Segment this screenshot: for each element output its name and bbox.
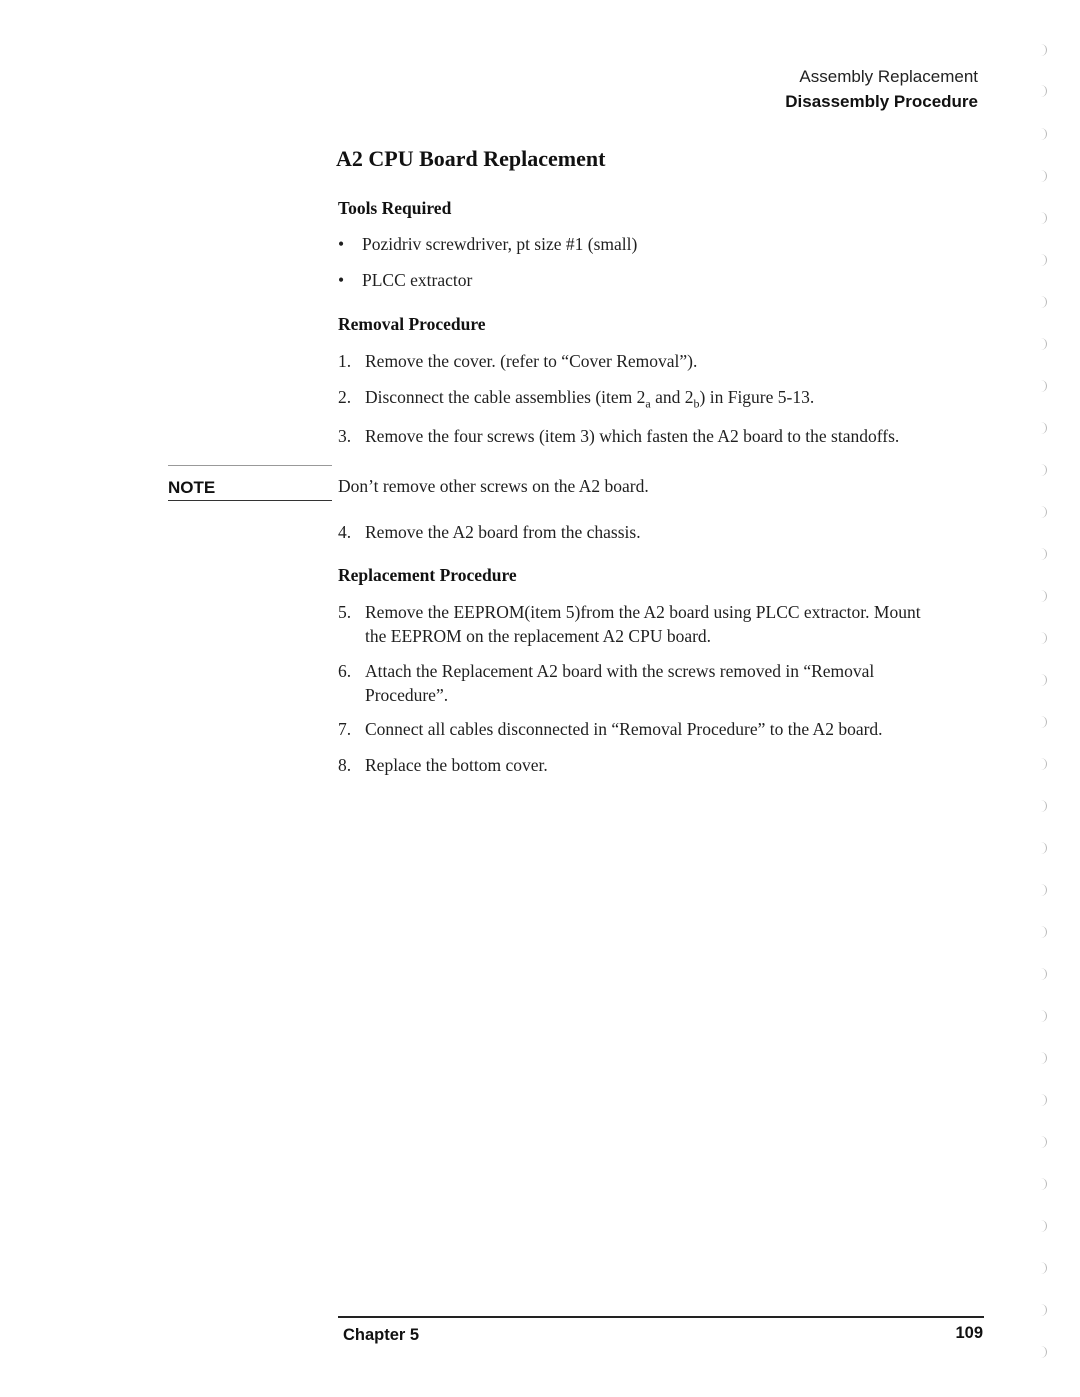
binder-mark bbox=[1040, 254, 1047, 266]
binder-mark bbox=[1040, 632, 1047, 644]
binder-mark bbox=[1040, 422, 1047, 434]
binder-mark bbox=[1040, 1178, 1047, 1190]
binder-mark bbox=[1040, 758, 1047, 770]
step-number: 2. bbox=[338, 387, 352, 407]
step-text: Remove the A2 board from the chassis. bbox=[365, 522, 641, 542]
binder-mark bbox=[1040, 800, 1047, 812]
step-text: Remove the EEPROM(item 5)from the A2 board using PLCC extractor. Mount the EEPROM on the replacement A2 CPU board. bbox=[365, 602, 921, 646]
binder-mark bbox=[1040, 548, 1047, 560]
bullet-icon: • bbox=[338, 270, 345, 290]
binder-mark bbox=[1040, 1304, 1047, 1316]
binder-mark bbox=[1040, 1094, 1047, 1106]
step-number: 6. bbox=[338, 661, 352, 681]
binder-mark bbox=[1040, 968, 1047, 980]
binder-mark bbox=[1040, 842, 1047, 854]
step-text: Attach the Replacement A2 board with the screws removed in “Removal Procedure”. bbox=[365, 661, 875, 705]
step-text: Connect all cables disconnected in “Removal Procedure” to the A2 board. bbox=[365, 719, 883, 739]
binder-mark bbox=[1040, 464, 1047, 476]
note-top-rule bbox=[168, 465, 332, 466]
tool-item-text: Pozidriv screwdriver, pt size #1 (small) bbox=[362, 234, 638, 254]
step-number: 8. bbox=[338, 755, 352, 775]
running-header-section: Assembly Replacement bbox=[799, 67, 978, 86]
step-item bbox=[338, 600, 988, 648]
binder-mark bbox=[1040, 716, 1047, 728]
footer-page-number: 109 bbox=[955, 1324, 983, 1342]
replacement-heading: Replacement Procedure bbox=[338, 565, 517, 585]
step-item bbox=[338, 520, 988, 544]
binder-mark bbox=[1040, 926, 1047, 938]
binder-mark bbox=[1040, 170, 1047, 182]
binder-mark bbox=[1040, 1220, 1047, 1232]
note-bottom-rule bbox=[168, 500, 332, 501]
tools-heading: Tools Required bbox=[338, 198, 452, 218]
step-number: 7. bbox=[338, 719, 352, 739]
step-text: Replace the bottom cover. bbox=[365, 755, 548, 775]
binder-mark bbox=[1040, 85, 1047, 97]
binder-mark bbox=[1040, 674, 1047, 686]
step-item bbox=[338, 424, 988, 448]
step-item bbox=[338, 717, 988, 741]
binder-mark bbox=[1040, 128, 1047, 140]
binder-mark bbox=[1040, 44, 1047, 56]
running-header-subsection: Disassembly Procedure bbox=[785, 92, 978, 111]
step-text: Remove the cover. (refer to “Cover Removal”). bbox=[365, 351, 698, 371]
binder-mark bbox=[1040, 506, 1047, 518]
tool-item-text: PLCC extractor bbox=[362, 270, 473, 290]
step-item bbox=[338, 659, 988, 707]
step-item bbox=[338, 753, 988, 777]
bullet-icon: • bbox=[338, 234, 345, 254]
step-number: 5. bbox=[338, 602, 352, 622]
binder-mark bbox=[1040, 296, 1047, 308]
binder-mark bbox=[1040, 338, 1047, 350]
binder-mark bbox=[1040, 590, 1047, 602]
binder-mark bbox=[1040, 380, 1047, 392]
step-item bbox=[338, 349, 988, 373]
page-title: A2 CPU Board Replacement bbox=[336, 146, 606, 171]
footer-rule bbox=[338, 1316, 984, 1318]
binder-mark bbox=[1040, 1136, 1047, 1148]
removal-heading: Removal Procedure bbox=[338, 314, 486, 334]
step-text: Remove the four screws (item 3) which fasten the A2 board to the standoffs. bbox=[365, 426, 900, 446]
list-item bbox=[338, 270, 472, 291]
step-number: 4. bbox=[338, 522, 352, 542]
binder-mark bbox=[1040, 1346, 1047, 1358]
step-number: 3. bbox=[338, 426, 352, 446]
binder-mark bbox=[1040, 212, 1047, 224]
list-item bbox=[338, 234, 637, 255]
note-text: Don’t remove other screws on the A2 board. bbox=[338, 476, 649, 496]
note-label: NOTE bbox=[168, 478, 216, 497]
step-number: 1. bbox=[338, 351, 352, 371]
binder-mark bbox=[1040, 1262, 1047, 1274]
binder-mark bbox=[1040, 1010, 1047, 1022]
step-text: Disconnect the cable assemblies (item $2_a$ and $2_b$) in Figure 5-13. bbox=[365, 387, 815, 411]
step-item bbox=[338, 385, 988, 416]
binder-mark bbox=[1040, 884, 1047, 896]
binder-mark bbox=[1040, 1052, 1047, 1064]
footer-chapter: Chapter 5 bbox=[343, 1326, 420, 1344]
